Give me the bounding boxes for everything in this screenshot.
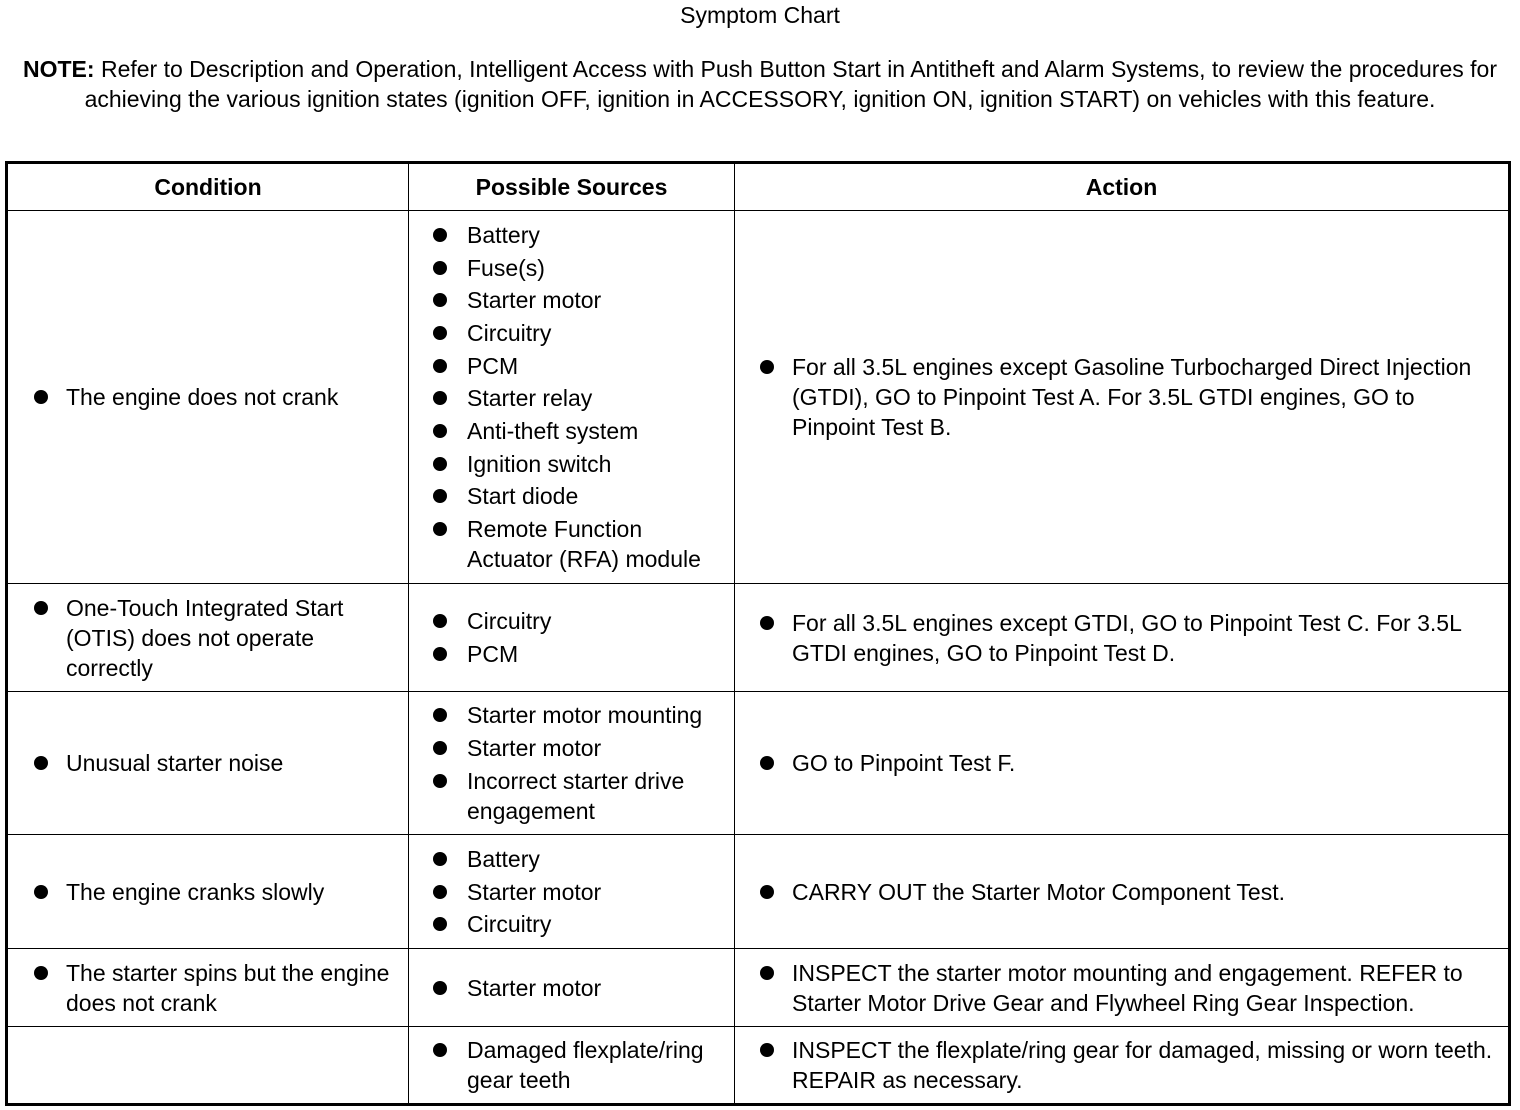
condition-text: The engine cranks slowly bbox=[66, 878, 325, 905]
sources-text: PCM bbox=[467, 352, 519, 379]
condition-list bbox=[8, 748, 402, 778]
action-text: CARRY OUT the Starter Motor Component Test. bbox=[792, 878, 1286, 905]
list-item bbox=[409, 253, 728, 283]
note-text: Refer to Description and Operation, Intelligent Access with Push Button Start in Antitheft and Alarm Systems, to review the procedures for achieving the various ignition states (ignition OFF, ignition in ACCESSORY, ignition ON, ignition START) on vehicles with this feature. bbox=[84, 56, 1497, 112]
bullet-icon bbox=[34, 390, 48, 404]
sources-list bbox=[409, 844, 728, 939]
sources-text: PCM bbox=[467, 640, 519, 667]
list-item bbox=[409, 973, 728, 1003]
list-item bbox=[409, 220, 728, 250]
sources-list bbox=[409, 700, 728, 825]
sources-text: Starter motor bbox=[467, 878, 602, 905]
bullet-icon bbox=[433, 489, 447, 503]
action-text: INSPECT the starter motor mounting and engagement. REFER to Starter Motor Drive Gear and Flywheel Ring Gear Inspection. bbox=[792, 959, 1463, 1016]
sources-text: Circuitry bbox=[467, 911, 552, 938]
table-header-row bbox=[7, 163, 1510, 211]
condition-text: One-Touch Integrated Start (OTIS) does not operate correctly bbox=[66, 594, 344, 681]
sources-cell bbox=[409, 584, 735, 692]
header-action: Action bbox=[735, 163, 1510, 211]
bullet-icon bbox=[433, 228, 447, 242]
symptom-chart-table bbox=[5, 161, 1511, 1106]
condition-cell bbox=[7, 835, 409, 949]
list-item bbox=[409, 606, 728, 636]
sources-cell bbox=[409, 1027, 735, 1105]
action-text: INSPECT the flexplate/ring gear for damaged, missing or worn teeth. REPAIR as necessary. bbox=[792, 1037, 1493, 1093]
condition-text: The starter spins but the engine does not crank bbox=[66, 959, 390, 1016]
condition-list bbox=[8, 593, 402, 683]
list-item bbox=[735, 877, 1502, 907]
bullet-icon bbox=[433, 885, 447, 899]
sources-text: Circuitry bbox=[467, 608, 552, 635]
sources-text: Starter motor bbox=[467, 287, 602, 314]
sources-text: Incorrect starter drive engagement bbox=[467, 767, 685, 824]
list-item bbox=[735, 608, 1502, 668]
bullet-icon bbox=[34, 885, 48, 899]
header-possible-sources: Possible Sources bbox=[409, 163, 735, 211]
sources-text: Damaged flexplate/ring gear teeth bbox=[467, 1037, 704, 1093]
action-cell bbox=[735, 1027, 1510, 1105]
condition-list bbox=[8, 958, 402, 1018]
bullet-icon bbox=[433, 1043, 447, 1057]
condition-list bbox=[8, 877, 402, 907]
list-item bbox=[409, 514, 728, 574]
sources-text: Starter relay bbox=[467, 385, 593, 412]
bullet-icon bbox=[433, 326, 447, 340]
list-item bbox=[409, 877, 728, 907]
list-item bbox=[735, 352, 1502, 442]
action-cell bbox=[735, 692, 1510, 835]
action-text: For all 3.5L engines except Gasoline Turbocharged Direct Injection (GTDI), GO to Pinpoint Test A. For 3.5L GTDI engines, GO to Pinpoint Test B. bbox=[792, 354, 1472, 440]
list-item bbox=[8, 382, 402, 412]
bullet-icon bbox=[433, 424, 447, 438]
action-text: GO to Pinpoint Test F. bbox=[792, 750, 1016, 776]
header-condition: Condition bbox=[7, 163, 409, 211]
list-item bbox=[8, 593, 402, 683]
bullet-icon bbox=[760, 966, 774, 980]
sources-text: Ignition switch bbox=[467, 450, 612, 477]
list-item bbox=[735, 958, 1502, 1018]
table-row bbox=[7, 1027, 1510, 1105]
list-item bbox=[409, 909, 728, 939]
sources-text: Battery bbox=[467, 845, 540, 872]
action-cell bbox=[735, 949, 1510, 1027]
list-item bbox=[409, 449, 728, 479]
list-item bbox=[735, 1035, 1502, 1095]
list-item bbox=[8, 748, 402, 778]
sources-cell bbox=[409, 949, 735, 1027]
list-item bbox=[409, 639, 728, 669]
list-item bbox=[409, 285, 728, 315]
bullet-icon bbox=[34, 756, 48, 770]
bullet-icon bbox=[433, 852, 447, 866]
bullet-icon bbox=[433, 457, 447, 471]
table-row bbox=[7, 692, 1510, 835]
list-item bbox=[8, 958, 402, 1018]
action-list bbox=[735, 352, 1502, 442]
condition-list bbox=[8, 382, 402, 412]
condition-cell bbox=[7, 1027, 409, 1105]
table-row bbox=[7, 835, 1510, 949]
action-cell bbox=[735, 835, 1510, 949]
list-item bbox=[409, 351, 728, 381]
bullet-icon bbox=[433, 391, 447, 405]
action-text: For all 3.5L engines except GTDI, GO to Pinpoint Test C. For 3.5L GTDI engines, GO to Pinpoint Test D. bbox=[792, 609, 1462, 666]
sources-list bbox=[409, 220, 728, 574]
sources-text: Starter motor mounting bbox=[467, 702, 703, 729]
list-item bbox=[409, 766, 728, 826]
bullet-icon bbox=[760, 360, 774, 374]
page-title: Symptom Chart bbox=[680, 2, 840, 28]
condition-text: Unusual starter noise bbox=[66, 750, 284, 776]
sources-text: Fuse(s) bbox=[467, 254, 545, 281]
action-cell bbox=[735, 584, 1510, 692]
sources-text: Start diode bbox=[467, 483, 579, 510]
bullet-icon bbox=[760, 885, 774, 899]
sources-list bbox=[409, 973, 728, 1003]
bullet-icon bbox=[433, 774, 447, 788]
bullet-icon bbox=[760, 756, 774, 770]
bullet-icon bbox=[433, 708, 447, 722]
sources-text: Anti-theft system bbox=[467, 418, 639, 445]
sources-list bbox=[409, 1035, 728, 1095]
list-item bbox=[409, 481, 728, 511]
bullet-icon bbox=[433, 981, 447, 995]
list-item bbox=[409, 700, 728, 730]
bullet-icon bbox=[760, 1043, 774, 1057]
sources-cell bbox=[409, 835, 735, 949]
condition-cell bbox=[7, 211, 409, 584]
list-item bbox=[409, 318, 728, 348]
bullet-icon bbox=[34, 966, 48, 980]
action-list bbox=[735, 748, 1502, 778]
list-item bbox=[409, 1035, 728, 1095]
action-list bbox=[735, 958, 1502, 1018]
bullet-icon bbox=[433, 522, 447, 536]
bullet-icon bbox=[433, 647, 447, 661]
condition-cell bbox=[7, 949, 409, 1027]
sources-list bbox=[409, 606, 728, 669]
note-paragraph bbox=[18, 54, 1502, 114]
note-label: NOTE: bbox=[23, 56, 95, 82]
action-list bbox=[735, 877, 1502, 907]
bullet-icon bbox=[433, 293, 447, 307]
condition-cell bbox=[7, 692, 409, 835]
list-item bbox=[409, 844, 728, 874]
list-item bbox=[409, 733, 728, 763]
action-list bbox=[735, 608, 1502, 668]
action-cell bbox=[735, 211, 1510, 584]
table-row bbox=[7, 949, 1510, 1027]
action-list bbox=[735, 1035, 1502, 1095]
bullet-icon bbox=[433, 741, 447, 755]
bullet-icon bbox=[34, 601, 48, 615]
sources-text: Circuitry bbox=[467, 319, 552, 346]
bullet-icon bbox=[433, 614, 447, 628]
list-item bbox=[409, 383, 728, 413]
condition-text: The engine does not crank bbox=[66, 384, 339, 410]
bullet-icon bbox=[760, 616, 774, 630]
sources-text: Starter motor bbox=[467, 974, 602, 1001]
table-row bbox=[7, 211, 1510, 584]
sources-cell bbox=[409, 211, 735, 584]
list-item bbox=[735, 748, 1502, 778]
bullet-icon bbox=[433, 917, 447, 931]
sources-text: Battery bbox=[467, 221, 540, 248]
sources-text: Starter motor bbox=[467, 735, 602, 761]
bullet-icon bbox=[433, 359, 447, 373]
condition-cell bbox=[7, 584, 409, 692]
list-item bbox=[409, 416, 728, 446]
list-item bbox=[8, 877, 402, 907]
sources-cell bbox=[409, 692, 735, 835]
sources-text: Remote Function Actuator (RFA) module bbox=[467, 516, 701, 573]
bullet-icon bbox=[433, 261, 447, 275]
table-row bbox=[7, 584, 1510, 692]
